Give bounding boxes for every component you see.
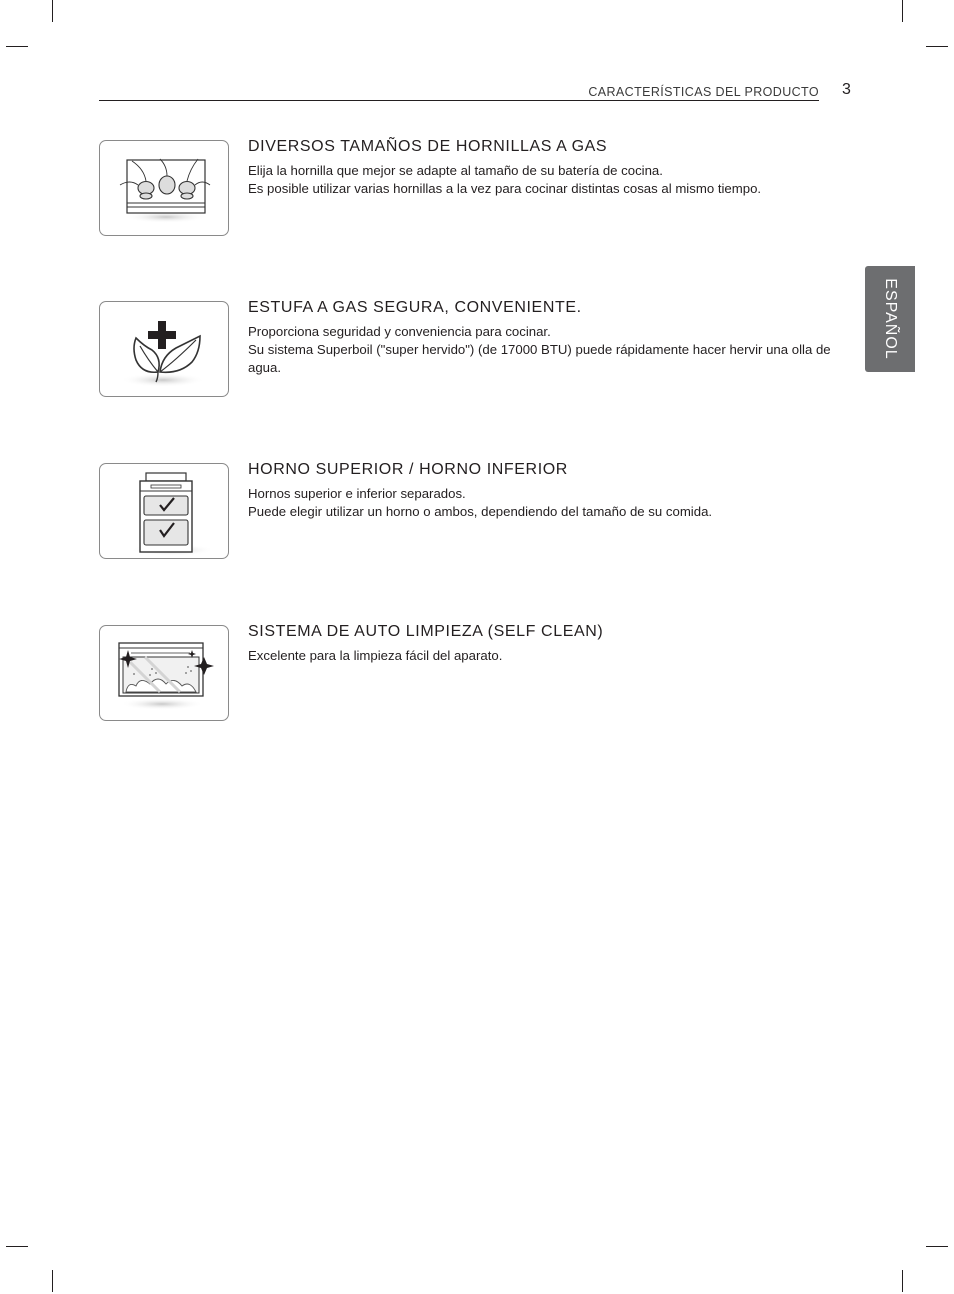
feature-description	[248, 162, 852, 198]
crop-mark	[902, 0, 903, 22]
language-tab	[865, 266, 915, 372]
crop-mark	[6, 1246, 28, 1247]
feature-gas-burners	[99, 140, 859, 238]
language-tab-label: ESPAÑOL	[882, 278, 899, 360]
double-oven-icon	[99, 463, 229, 559]
feature-title: SISTEMA DE AUTO LIMPIEZA (SELF CLEAN)	[248, 623, 604, 640]
gas-burners-icon	[99, 140, 229, 236]
feature-safe-gas-stove	[99, 301, 859, 399]
feature-upper-lower-oven	[99, 463, 859, 561]
section-label: CARACTERÍSTICAS DEL PRODUCTO	[588, 85, 819, 99]
feature-self-clean	[99, 625, 859, 723]
crop-mark	[52, 0, 53, 22]
crop-mark	[52, 1270, 53, 1292]
crop-mark	[926, 46, 948, 47]
feature-title: DIVERSOS TAMAÑOS DE HORNILLAS A GAS	[248, 138, 608, 155]
page-number: 3	[842, 81, 851, 98]
feature-text-line: Puede elegir utilizar un horno o ambos, dependiendo del tamaño de su comida.	[248, 504, 713, 519]
self-clean-oven-icon	[99, 625, 229, 721]
feature-text-line: Es posible utilizar varias hornillas a la vez para cocinar distintas cosas al mismo tiempo.	[248, 181, 762, 196]
feature-title: ESTUFA A GAS SEGURA, CONVENIENTE.	[248, 299, 582, 316]
header-divider	[99, 100, 819, 101]
leaves-safety-icon	[99, 301, 229, 397]
feature-text-line: Hornos superior e inferior separados.	[248, 486, 466, 501]
feature-text-line: Excelente para la limpieza fácil del aparato.	[248, 648, 503, 663]
crop-mark	[926, 1246, 948, 1247]
feature-text-line: Su sistema Superboil ("super hervido") (de 17000 BTU) puede rápidamente hacer hervir una olla de agua.	[248, 342, 831, 375]
feature-text-line: Elija la hornilla que mejor se adapte al tamaño de su batería de cocina.	[248, 163, 663, 178]
feature-description	[248, 647, 852, 665]
crop-mark	[902, 1270, 903, 1292]
feature-title: HORNO SUPERIOR / HORNO INFERIOR	[248, 461, 568, 478]
feature-description	[248, 485, 852, 521]
feature-text-line: Proporciona seguridad y conveniencia para cocinar.	[248, 324, 551, 339]
feature-description	[248, 323, 852, 377]
crop-mark	[6, 46, 28, 47]
